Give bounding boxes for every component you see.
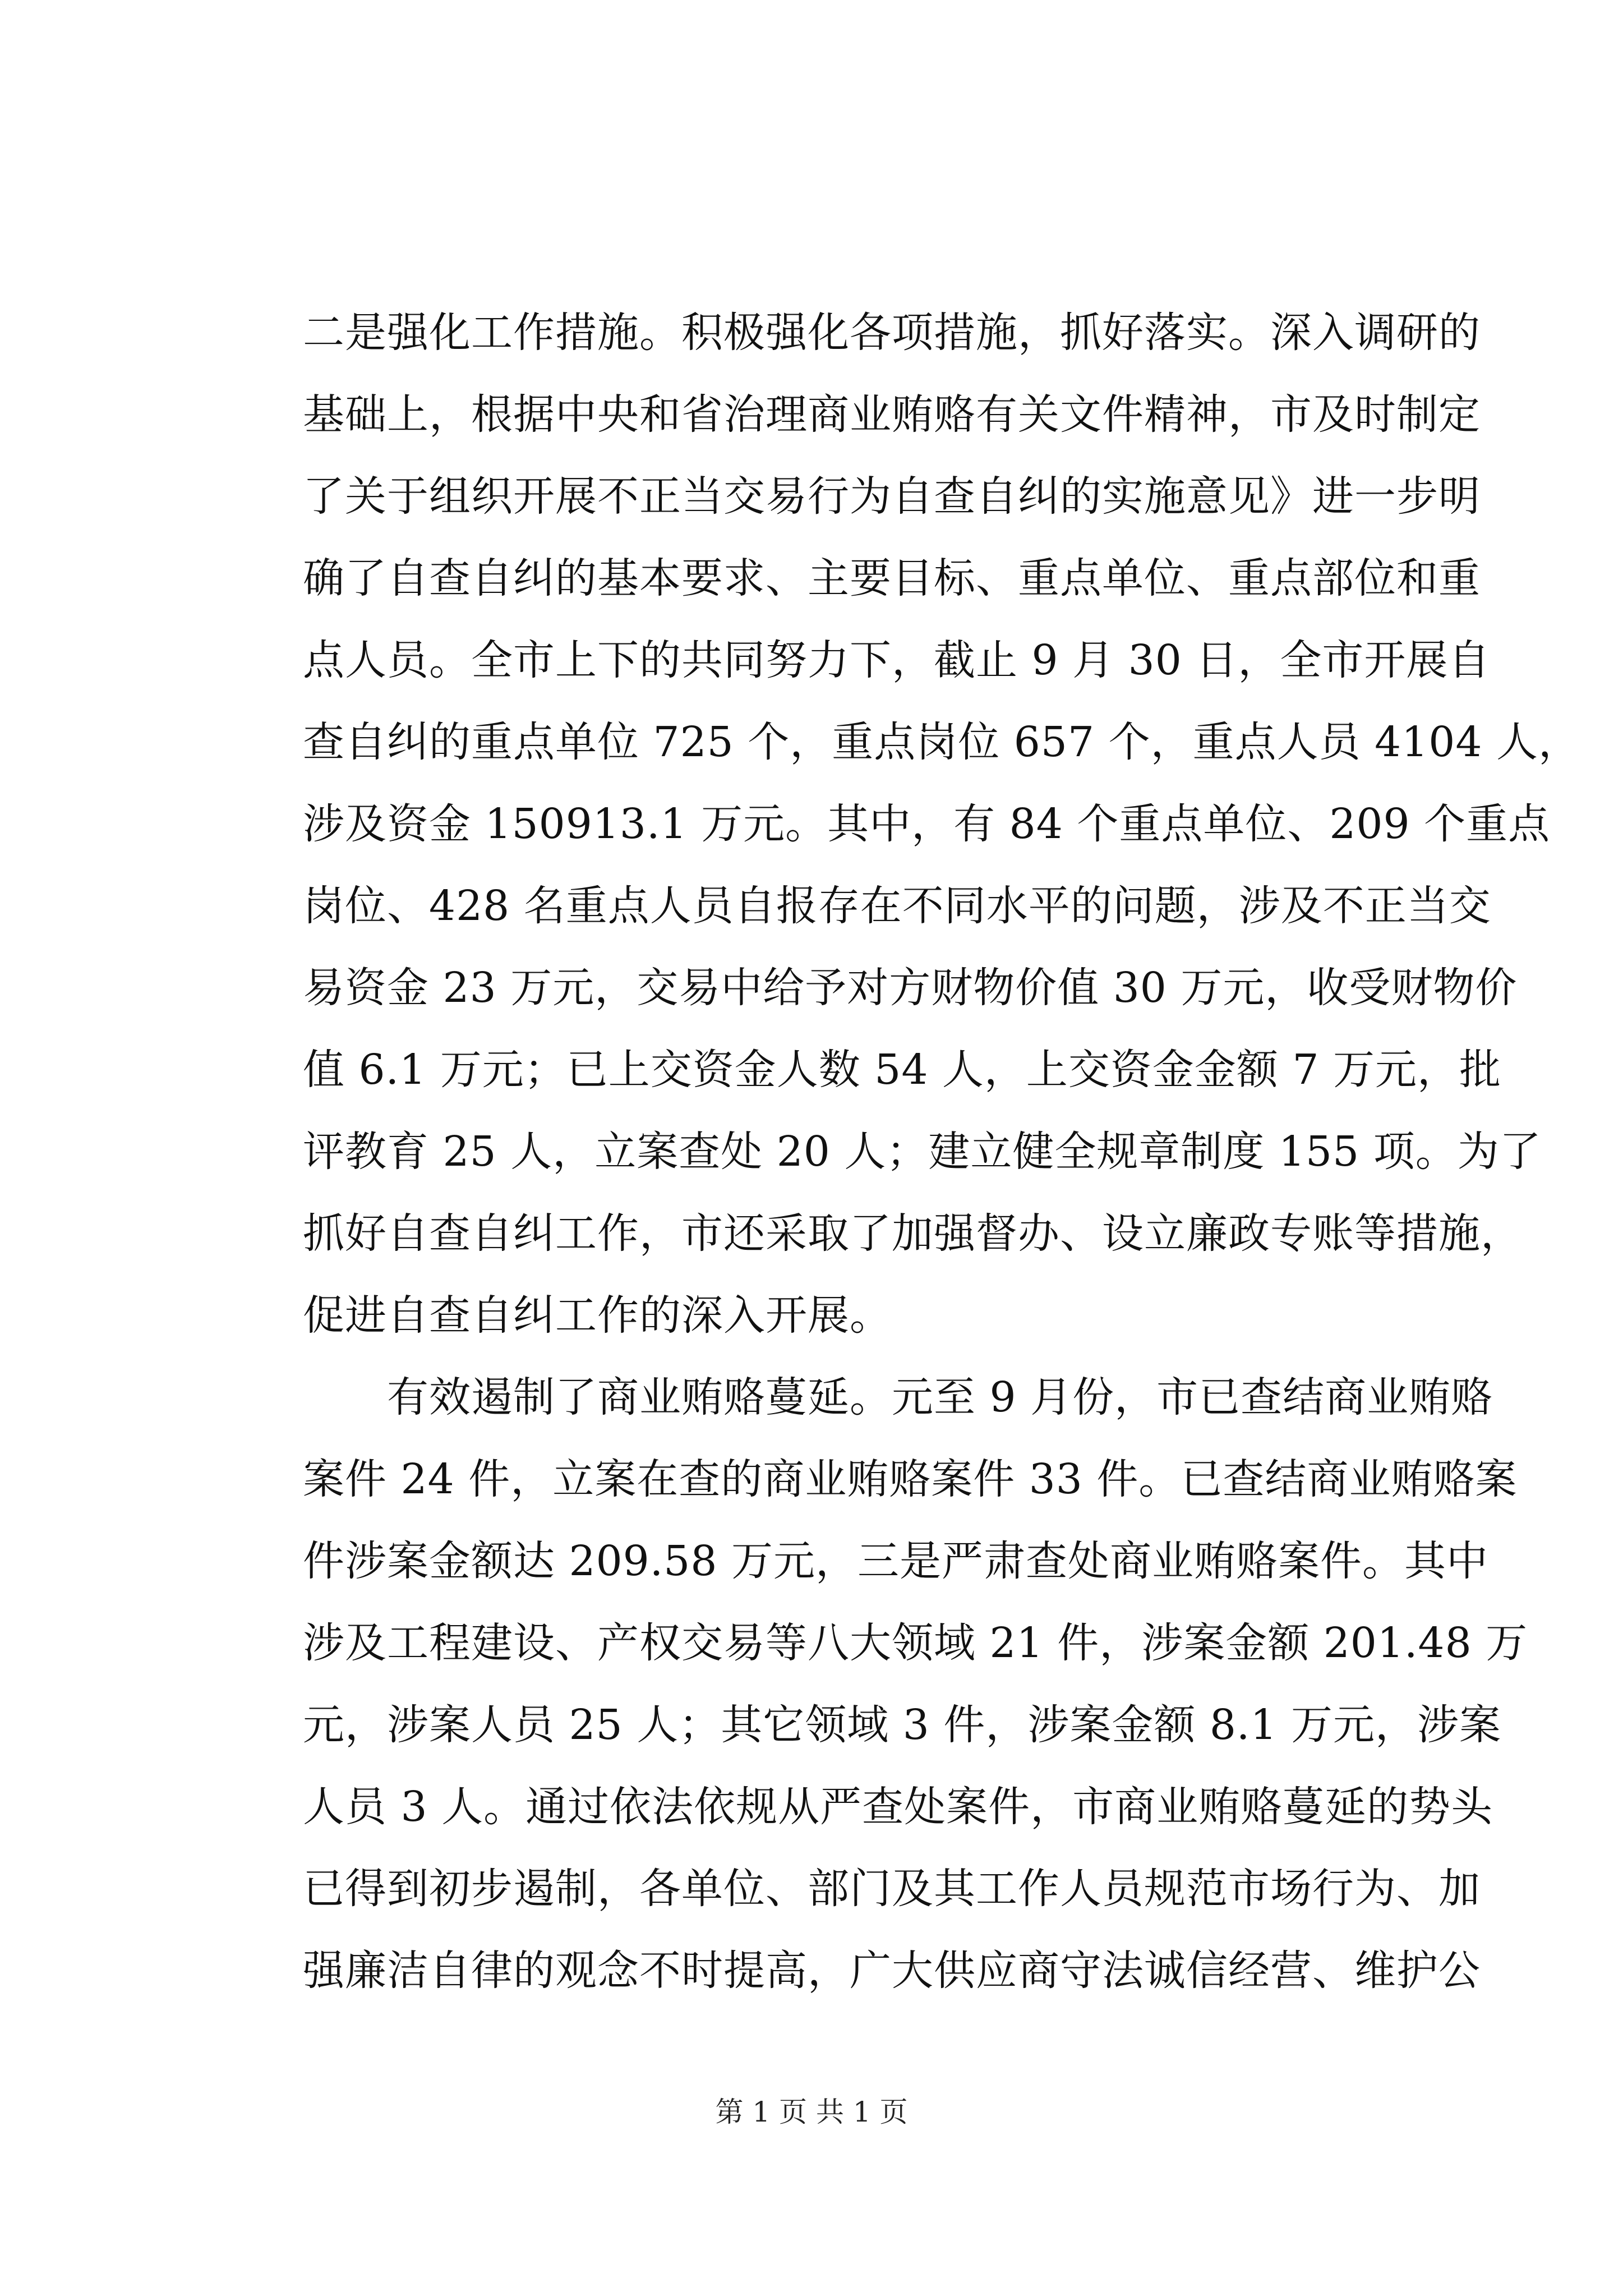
text-line-paragraph-end: 促进自查自纠工作的深入开展。 xyxy=(303,1291,892,1340)
text-line: 岗位、428 名重点人员自报存在不同水平的问题，涉及不正当交 xyxy=(303,882,1491,930)
text-line: 查自纠的重点单位 725 个，重点岗位 657 个，重点人员 4104 人， xyxy=(303,718,1580,766)
text-line: 值 6.1 万元；已上交资金人数 54 人，上交资金金额 7 万元，批 xyxy=(303,1046,1502,1094)
text-line: 涉及工程建设、产权交易等八大领域 21 件，涉案金额 201.48 万 xyxy=(303,1619,1528,1667)
text-line: 确了自查自纠的基本要求、主要目标、重点单位、重点部位和重 xyxy=(303,554,1481,602)
text-line: 评教育 25 人，立案查处 20 人；建立健全规章制度 155 项。为了 xyxy=(303,1128,1542,1176)
text-line: 基础上，根据中央和省治理商业贿赂有关文件精神，市及时制定 xyxy=(303,390,1481,439)
text-line: 抓好自查自纠工作，市还采取了加强督办、设立廉政专账等措施， xyxy=(303,1209,1523,1258)
text-line: 件涉案金额达 209.58 万元，三是严肃查处商业贿赂案件。其中 xyxy=(303,1537,1488,1585)
text-line: 已得到初步遏制，各单位、部门及其工作人员规范市场行为、加 xyxy=(303,1865,1481,1913)
page-footer: 第 1 页 共 1 页 xyxy=(715,2096,908,2128)
text-line: 涉及资金 150913.1 万元。其中，有 84 个重点单位、209 个重点 xyxy=(303,800,1551,848)
document-body xyxy=(303,292,1580,2012)
text-line: 易资金 23 万元，交易中给予对方财物价值 30 万元，收受财物价 xyxy=(303,964,1518,1012)
text-line: 点人员。全市上下的共同努力下，截止 9 月 30 日，全市开展自 xyxy=(303,636,1491,684)
text-line: 元，涉案人员 25 人；其它领域 3 件，涉案金额 8.1 万元，涉案 xyxy=(303,1701,1502,1749)
text-line: 二是强化工作措施。积极强化各项措施，抓好落实。深入调研的 xyxy=(303,309,1481,357)
text-line-paragraph-start: 有效遏制了商业贿赂蔓延。元至 9 月份，市已查结商业贿赂 xyxy=(303,1373,1493,1421)
text-line: 案件 24 件，立案在查的商业贿赂案件 33 件。已查结商业贿赂案 xyxy=(303,1455,1518,1503)
text-line: 了关于组织开展不正当交易行为自查自纠的实施意见》进一步明 xyxy=(303,472,1481,521)
text-line: 人员 3 人。通过依法依规从严查处案件，市商业贿赂蔓延的势头 xyxy=(303,1783,1493,1831)
text-line: 强廉洁自律的观念不时提高，广大供应商守法诚信经营、维护公 xyxy=(303,1947,1481,1995)
